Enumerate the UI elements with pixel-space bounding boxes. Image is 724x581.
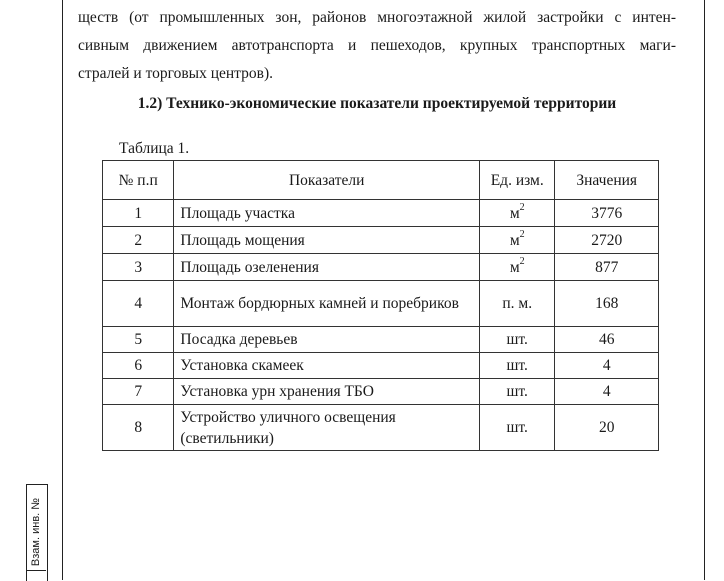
stamp-label: Взам. инв. № xyxy=(30,497,42,567)
unit-superscript: 2 xyxy=(519,229,525,241)
table-row xyxy=(103,281,659,327)
unit-text: шт. xyxy=(506,419,528,436)
row-value: 3776 xyxy=(555,200,659,227)
header-value: Значения xyxy=(555,161,659,200)
table-row xyxy=(103,405,659,451)
row-indicator: Установка скамеек xyxy=(174,353,480,379)
row-indicator: Установка урн хранения ТБО xyxy=(174,379,480,405)
row-indicator: Монтаж бордюрных камней и поребриков xyxy=(174,281,480,327)
row-value: 877 xyxy=(555,254,659,281)
unit-text: м xyxy=(509,231,520,249)
unit-superscript: 2 xyxy=(519,202,525,214)
table-caption: Таблица 1. xyxy=(119,140,190,157)
paragraph-line: сивным движением автотранспорта и пешеходов, крупных транспортных маги- xyxy=(78,37,676,54)
header-unit: Ед. изм. xyxy=(480,161,555,200)
row-value: 2720 xyxy=(555,227,659,254)
header-num: № п.п xyxy=(103,161,174,200)
page-frame-left-border xyxy=(62,0,63,580)
stamp-label-wrap xyxy=(26,484,46,580)
row-number: 5 xyxy=(103,327,174,353)
row-number: 3 xyxy=(103,254,174,281)
row-unit xyxy=(480,353,555,379)
row-indicator: Площадь озеленения xyxy=(174,254,480,281)
paragraph-line: стралей и торговых центров). xyxy=(78,65,273,82)
table-row xyxy=(103,254,659,281)
row-unit xyxy=(480,281,555,327)
row-value: 168 xyxy=(555,281,659,327)
row-unit xyxy=(480,405,555,451)
paragraph-line: ществ (от промышленных зон, районов многоэтажной жилой застройки с интен- xyxy=(78,9,676,26)
row-unit xyxy=(480,227,555,254)
row-number: 2 xyxy=(103,227,174,254)
row-number: 8 xyxy=(103,405,174,451)
table-row xyxy=(103,327,659,353)
row-number: 4 xyxy=(103,281,174,327)
row-value: 46 xyxy=(555,327,659,353)
unit-text: м xyxy=(509,204,520,222)
indicators-table xyxy=(102,160,659,451)
header-indicator: Показатели xyxy=(174,161,480,200)
unit-text: шт. xyxy=(506,357,528,374)
table-header-row xyxy=(103,161,659,200)
row-value: 4 xyxy=(555,353,659,379)
row-indicator: Площадь мощения xyxy=(174,227,480,254)
unit-text: м xyxy=(509,258,520,276)
row-number: 7 xyxy=(103,379,174,405)
row-indicator: Посадка деревьев xyxy=(174,327,480,353)
page-frame-right-border xyxy=(704,0,705,580)
unit-text: п. м. xyxy=(502,295,533,312)
table-row xyxy=(103,379,659,405)
section-heading: 1.2) Технико-экономические показатели проектируемой территории xyxy=(137,95,617,112)
row-value: 4 xyxy=(555,379,659,405)
body-paragraph xyxy=(78,4,676,88)
table-row xyxy=(103,200,659,227)
row-number: 6 xyxy=(103,353,174,379)
unit-text: шт. xyxy=(506,331,528,348)
row-unit xyxy=(480,200,555,227)
unit-superscript: 2 xyxy=(519,256,525,268)
row-value: 20 xyxy=(555,405,659,451)
row-unit xyxy=(480,254,555,281)
row-number: 1 xyxy=(103,200,174,227)
unit-text: шт. xyxy=(506,383,528,400)
table-row xyxy=(103,353,659,379)
row-indicator: Площадь участка xyxy=(174,200,480,227)
table-row xyxy=(103,227,659,254)
row-unit xyxy=(480,327,555,353)
row-unit xyxy=(480,379,555,405)
row-indicator: Устройство уличного освещения (светильники) xyxy=(174,405,480,451)
